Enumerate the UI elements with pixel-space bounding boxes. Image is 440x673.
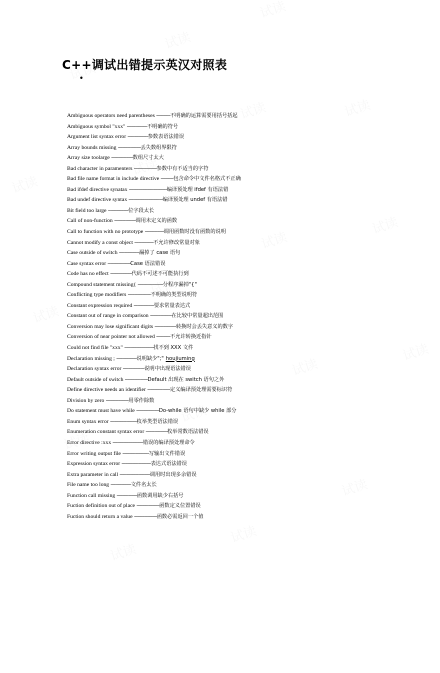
underlined-annotation: houjiuming — [165, 355, 195, 362]
list-item — [67, 427, 427, 438]
chinese-translation: 在比较中常量超出范围 — [171, 313, 224, 320]
dash-separator: ------------------ — [136, 408, 159, 415]
dash-separator: --------------------- — [122, 450, 149, 457]
dash-separator: ------------------ — [133, 513, 157, 520]
dash-separator: ---------------- — [118, 250, 140, 257]
english-message: Bad undef directive syntax — [67, 197, 129, 204]
chinese-translation: 漏掉了 case 语句 — [139, 250, 181, 257]
list-item — [67, 406, 427, 417]
chinese-translation: 用零作除数 — [128, 397, 155, 404]
list-item — [67, 280, 427, 291]
dash-separator: ---------------- — [126, 123, 147, 130]
english-message: Define directive needs an identifier — [67, 387, 148, 394]
chinese-translation: 参数表语法错误 — [147, 134, 185, 141]
list-item — [67, 174, 427, 185]
english-message: Cannot modify a const object — [67, 239, 135, 246]
chinese-translation: 函数调用缺少右括号 — [136, 492, 184, 499]
list-item — [67, 164, 427, 175]
dash-separator: ------------------------ — [112, 439, 143, 446]
dash-separator: ------------------ — [124, 376, 148, 383]
dash-separator: ------------------------------ — [128, 186, 167, 193]
english-message: Expression syntax error — [67, 461, 122, 468]
english-message: Extra parameter in call — [67, 471, 120, 478]
dash-separator: ----------------------- — [124, 345, 154, 352]
english-message: Could not find file "xxx" — [67, 345, 125, 352]
list-item — [67, 153, 427, 164]
english-message: Fuction definition out of place — [67, 503, 137, 510]
english-message: Array size toolarge — [67, 155, 112, 162]
dash-separator: ----------------- — [111, 155, 133, 162]
chinese-translation: 要求常量表达式 — [153, 302, 191, 309]
chinese-translation: 不允许转换近指针 — [170, 334, 212, 341]
chinese-translation: 说明缺少";" — [136, 355, 164, 362]
list-item — [67, 143, 427, 154]
english-message: Fuction should return a value — [67, 513, 134, 520]
chinese-translation: 分程序漏掉"{" — [162, 281, 197, 288]
chinese-translation: 代码不可述不可能执行到 — [131, 271, 189, 278]
dash-separator: ----------------- — [110, 271, 132, 278]
list-item — [67, 459, 427, 470]
english-message: Call to function with no prototype — [67, 229, 145, 236]
english-message: Constant out of range in comparison — [67, 313, 150, 320]
list-item — [67, 322, 427, 333]
list-item — [67, 238, 427, 249]
list-item — [67, 269, 427, 280]
english-message: Constant expression required — [67, 302, 134, 309]
list-item — [67, 185, 427, 196]
english-message: Ambiguous operators need parentheses — [67, 113, 157, 119]
list-item — [67, 470, 427, 481]
chinese-translation: 调用未定义的函数 — [135, 218, 178, 225]
dash-separator: ------------------ — [107, 260, 131, 267]
dash-separator: ----------------- — [122, 366, 145, 373]
english-message: Declaration syntax error — [67, 366, 123, 373]
dash-separator: ------------------ — [127, 292, 151, 299]
list-item — [67, 385, 427, 396]
dash-separator: ---------------- — [107, 207, 129, 214]
chinese-translation: 不明确的运算需要用括号括起 — [170, 113, 238, 119]
list-item — [67, 206, 427, 217]
english-message: Case syntax error — [67, 260, 108, 267]
chinese-translation: 枚举常数语法错误 — [167, 429, 209, 436]
chinese-translation: 数组尺寸太大 — [132, 155, 164, 162]
list-item — [67, 332, 427, 343]
chinese-translation: 函数必需返回一个值 — [156, 513, 204, 520]
chinese-translation: Do-while 语句中缺少 while 部分 — [158, 408, 237, 415]
dash-separator: ---------------- — [110, 482, 131, 489]
dash-separator: ------------------ — [147, 387, 171, 394]
english-message: Error directive :xxx — [67, 439, 113, 446]
chinese-translation: 丢失数组界限符 — [140, 144, 177, 151]
chinese-translation: 编译预处理 ifdef 有语法错 — [166, 186, 229, 193]
list-item — [67, 501, 427, 512]
list-item — [67, 396, 427, 407]
list-item — [67, 375, 427, 386]
english-message: Case outside of switch — [67, 250, 119, 257]
english-message: Do statement must have while — [67, 408, 137, 415]
dash-separator: ------------------ — [133, 165, 157, 172]
english-message: Code has no effect — [67, 271, 111, 278]
english-message: Bad character in paramenters — [67, 165, 134, 172]
dash-separator: -------------------- — [137, 281, 163, 288]
list-item — [67, 301, 427, 312]
chinese-translation: 说明中出现语法错误 — [144, 366, 191, 373]
english-message: Default outside of switch — [67, 376, 125, 383]
dash-separator: ----------------- — [149, 313, 172, 320]
dash-separator: ---------------- — [116, 492, 137, 499]
dash-separator: --------------- — [134, 239, 154, 246]
list-item — [67, 491, 427, 502]
english-message: Array bounds missing — [67, 144, 118, 151]
list-item — [67, 512, 427, 523]
dash-separator: ----------- — [156, 113, 171, 119]
english-message: Error writing output file — [67, 450, 123, 457]
chinese-translation: 位字段太长 — [128, 207, 155, 214]
dash-separator: ----------------- — [145, 429, 168, 436]
dash-separator: --------------------------- — [128, 197, 163, 204]
english-message: Call of non-function — [67, 218, 115, 225]
dash-separator: ---------------- — [127, 134, 148, 141]
english-message: Enum syntax error — [67, 418, 111, 425]
bullet-marker: • — [79, 74, 84, 83]
list-item — [67, 354, 427, 365]
chinese-translation: 转换时会丢失意义的数字 — [175, 323, 234, 330]
english-message: Conflicting type modifiers — [67, 292, 128, 299]
english-message: Function call missing — [67, 492, 117, 499]
english-message: Conversion of near pointer not allowed — [67, 334, 157, 341]
list-item — [67, 122, 427, 133]
chinese-translation: 不明确的类型说明符 — [150, 292, 198, 299]
dash-separator: ---------------- — [116, 355, 137, 362]
chinese-translation: 包含命令中文件名格式不正确 — [173, 176, 241, 183]
chinese-translation: 不明确的符号 — [146, 123, 179, 130]
dash-separator: --------------- — [144, 229, 164, 236]
chinese-translation: 函数定义位置错误 — [159, 503, 201, 510]
list-item — [67, 132, 427, 143]
list-item — [67, 449, 427, 460]
list-item — [67, 438, 427, 449]
chinese-translation: 调用时出现多余错误 — [149, 471, 197, 478]
chinese-translation: 文件名太长 — [130, 482, 157, 489]
list-item — [67, 290, 427, 301]
list-item — [67, 195, 427, 206]
english-message: Argument list syntax error — [67, 134, 128, 141]
chinese-translation: 不允许修改常量对象 — [153, 239, 200, 246]
dash-separator: ------------------ — [117, 144, 141, 151]
chinese-translation: Case 语法错误 — [130, 260, 166, 267]
chinese-translation: 写输出文件错误 — [148, 450, 186, 457]
english-message: Compound statement missing{ — [67, 281, 138, 288]
dash-separator: ----------------- — [154, 323, 176, 330]
dash-separator: ----------------------- — [121, 461, 151, 468]
chinese-translation: 定义编译预处理需要标识符 — [170, 387, 233, 394]
dash-separator: ------------------ — [136, 503, 160, 510]
document-title: C++调试出错提示英汉对照表 — [62, 58, 228, 72]
dash-separator: ----------- — [156, 334, 171, 341]
dash-separator: ---------- — [160, 176, 174, 183]
error-message-list — [67, 111, 427, 522]
english-message: Bad file name format in include directive — [67, 176, 161, 183]
dash-separator: ------------------ — [105, 397, 129, 404]
dash-separator: ---------------- — [133, 302, 154, 309]
list-item — [67, 480, 427, 491]
list-item — [67, 364, 427, 375]
dash-separator: --------------------- — [110, 418, 137, 425]
english-message: File name too long — [67, 482, 111, 489]
english-message: Declaration missing ; — [67, 355, 117, 362]
english-message: Conversion may lose significant digits — [67, 323, 155, 330]
english-message: Bit field too large — [67, 207, 108, 214]
list-item — [67, 248, 427, 259]
list-item — [67, 216, 427, 227]
list-item — [67, 311, 427, 322]
chinese-translation: Default 出现在 switch 语句之外 — [147, 376, 225, 383]
list-item — [67, 343, 427, 354]
dash-separator: ----------------- — [114, 218, 136, 225]
list-item — [67, 417, 427, 428]
english-message: Division by zero — [67, 397, 106, 404]
chinese-translation: 调用函数时没有函数的说明 — [163, 229, 226, 236]
list-item — [67, 111, 427, 122]
chinese-translation: 编译预处理 undef 有语法错 — [162, 197, 228, 204]
english-message: Ambiguous symbol "xxx" — [67, 123, 127, 130]
chinese-translation: 表达式语法错误 — [150, 461, 187, 468]
english-message: Enumeration constant syntax error — [67, 429, 146, 436]
chinese-translation: 找不到 XXX 文件 — [153, 345, 194, 352]
list-item — [67, 227, 427, 238]
chinese-translation: 枚举类型语法错误 — [136, 418, 179, 425]
chinese-translation: 错误的编译预处理命令 — [142, 439, 195, 446]
english-message: Bad ifdef directive synatax — [67, 186, 129, 193]
chinese-translation: 参数中有不适当的字符 — [156, 165, 209, 172]
list-item — [67, 259, 427, 270]
dash-separator: ------------------------ — [119, 471, 150, 478]
